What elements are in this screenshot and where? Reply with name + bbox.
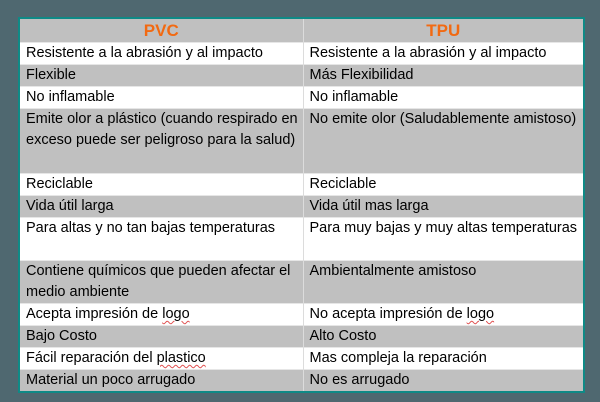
table-header-row <box>20 19 583 43</box>
table-row <box>20 65 583 87</box>
pvc-cell: Contiene químicos que pueden afectar el medio ambiente <box>20 261 303 304</box>
table-row <box>20 218 583 261</box>
comparison-table-container <box>18 17 583 393</box>
tpu-cell: Alto Costo <box>303 326 583 348</box>
table-row <box>20 43 583 65</box>
spellcheck-underlined-word: logo <box>466 306 495 322</box>
table-row <box>20 87 583 109</box>
header-pvc: PVC <box>20 19 303 43</box>
pvc-vs-tpu-comparison-table <box>20 19 583 391</box>
tpu-cell: No emite olor (Saludablemente amistoso) <box>303 109 583 174</box>
table-row <box>20 196 583 218</box>
tpu-cell: No es arrugado <box>303 370 583 392</box>
tpu-cell <box>303 304 583 326</box>
pvc-cell: Material un poco arrugado <box>20 370 303 392</box>
pvc-cell: Resistente a la abrasión y al impacto <box>20 43 303 65</box>
pvc-cell <box>20 348 303 370</box>
pvc-cell: Bajo Costo <box>20 326 303 348</box>
header-tpu: TPU <box>303 19 583 43</box>
tpu-cell: Ambientalmente amistoso <box>303 261 583 304</box>
cell-text: No acepta impresión de <box>309 306 467 322</box>
pvc-cell: Vida útil larga <box>20 196 303 218</box>
tpu-cell: Vida útil mas larga <box>303 196 583 218</box>
table-row <box>20 370 583 392</box>
tpu-cell: Resistente a la abrasión y al impacto <box>303 43 583 65</box>
table-row <box>20 261 583 304</box>
tpu-cell: Para muy bajas y muy altas temperaturas <box>303 218 583 261</box>
table-row <box>20 348 583 370</box>
pvc-cell: No inflamable <box>20 87 303 109</box>
table-row <box>20 326 583 348</box>
table-row <box>20 109 583 174</box>
spellcheck-underlined-word: logo <box>162 306 190 322</box>
pvc-cell: Flexible <box>20 65 303 87</box>
pvc-cell: Para altas y no tan bajas temperaturas <box>20 218 303 261</box>
table-row <box>20 304 583 326</box>
tpu-cell: No inflamable <box>303 87 583 109</box>
tpu-cell: Reciclable <box>303 174 583 196</box>
tpu-cell: Más Flexibilidad <box>303 65 583 87</box>
cell-text: Acepta impresión de <box>26 306 163 322</box>
table-row <box>20 174 583 196</box>
pvc-cell <box>20 304 303 326</box>
pvc-cell: Emite olor a plástico (cuando respirado en exceso puede ser peligroso para la salud) <box>20 109 303 174</box>
tpu-cell: Mas compleja la reparación <box>303 348 583 370</box>
pvc-cell: Reciclable <box>20 174 303 196</box>
spellcheck-underlined-word: plastico <box>156 350 206 366</box>
cell-text: Fácil reparación del <box>26 350 157 366</box>
